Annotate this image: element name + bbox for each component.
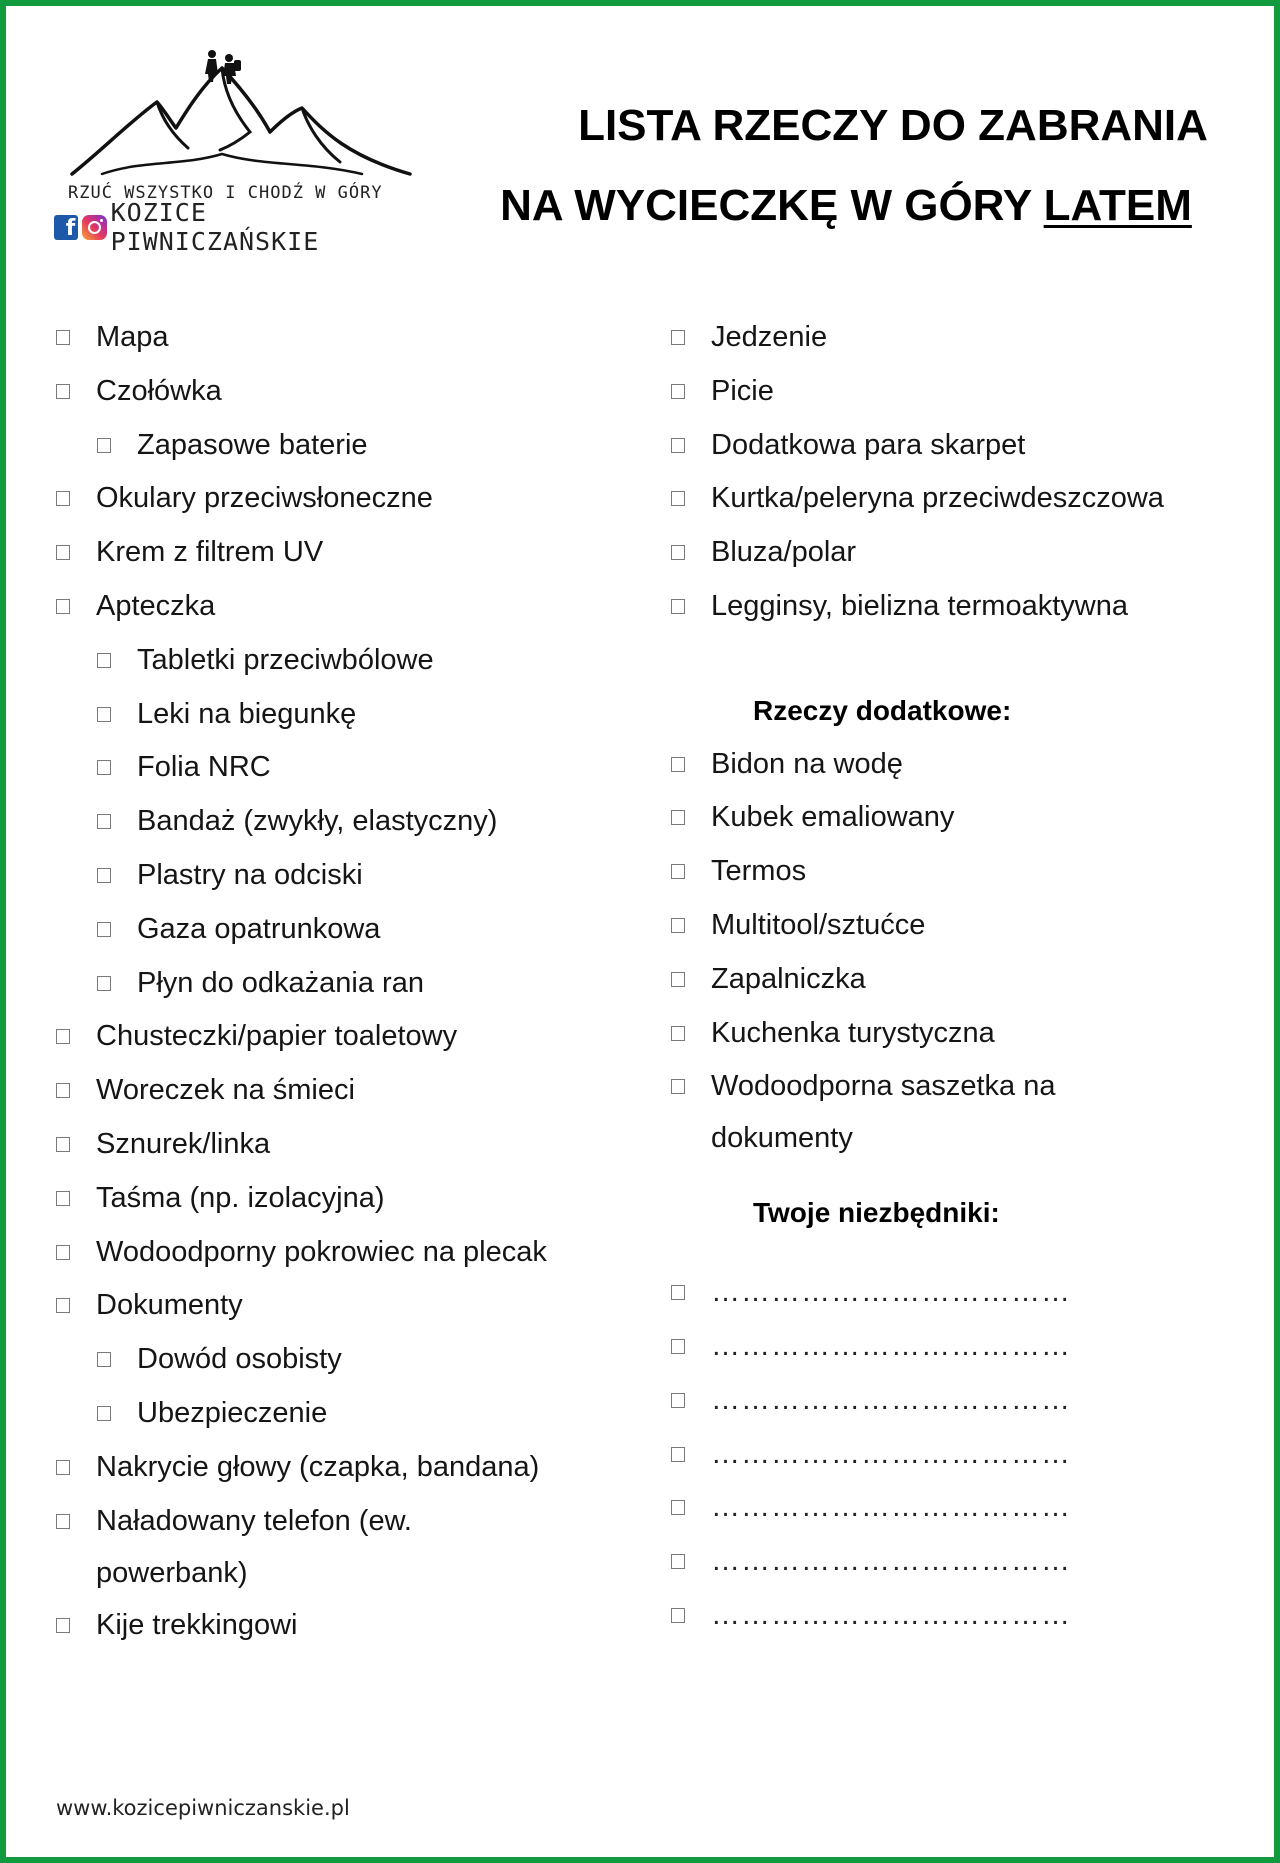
- checkbox[interactable]: [56, 1298, 70, 1313]
- checkbox[interactable]: [671, 1554, 685, 1569]
- list-subitem: [56, 795, 616, 849]
- list-item: [671, 1007, 1251, 1061]
- list-subitem: [56, 1333, 616, 1387]
- list-item: [56, 311, 616, 365]
- checkbox[interactable]: [97, 1352, 111, 1367]
- blank-entry[interactable]: [671, 1481, 1251, 1535]
- checkbox[interactable]: [56, 1191, 70, 1206]
- checkbox[interactable]: [56, 1137, 70, 1152]
- right-checklist: [671, 311, 1251, 1643]
- list-subitem: [56, 634, 616, 688]
- checkbox[interactable]: [671, 1285, 685, 1300]
- item-label: Okulary przeciwsłoneczne: [96, 482, 433, 515]
- list-item: [56, 1279, 616, 1333]
- item-label: Taśma (np. izolacyjna): [96, 1181, 385, 1214]
- item-label: Chusteczki/papier toaletowy: [96, 1020, 458, 1053]
- list-item: [671, 419, 1251, 473]
- list-item: [671, 738, 1251, 792]
- list-item: [671, 580, 1251, 634]
- list-item: [56, 365, 616, 419]
- item-label: Apteczka: [96, 589, 216, 622]
- checkbox[interactable]: [671, 972, 685, 987]
- checkbox[interactable]: [56, 545, 70, 560]
- checkbox[interactable]: [97, 976, 111, 991]
- list-subitem: [56, 957, 616, 1011]
- item-label: Bidon na wodę: [711, 747, 903, 780]
- item-label: Bluza/polar: [711, 536, 857, 569]
- list-item: [56, 1064, 616, 1118]
- blank-entry[interactable]: [671, 1589, 1251, 1643]
- item-label: Kurtka/peleryna przeciwdeszczowa: [711, 482, 1164, 515]
- checkbox[interactable]: [56, 1514, 70, 1529]
- item-label: Jedzenie: [711, 321, 828, 353]
- list-item: [56, 1495, 466, 1599]
- checkbox[interactable]: [56, 330, 70, 345]
- list-item: [671, 899, 1251, 953]
- checkbox[interactable]: [671, 599, 685, 614]
- item-label: Krem z filtrem UV: [96, 536, 324, 569]
- list-item: [56, 1599, 616, 1653]
- item-label: Naładowany telefon (ew. powerbank): [96, 1504, 412, 1589]
- instagram-icon[interactable]: [82, 215, 106, 240]
- checkbox[interactable]: [671, 384, 685, 399]
- item-label: Wodoodporna saszetka na dokumenty: [711, 1070, 1056, 1155]
- item-label: Plastry na odciski: [137, 858, 363, 891]
- logo: [50, 50, 422, 256]
- footer-url[interactable]: www.kozicepiwniczanskie.pl: [56, 1796, 350, 1820]
- checkbox[interactable]: [97, 760, 111, 775]
- spacer: [671, 1240, 1251, 1266]
- logo-social: [54, 198, 422, 256]
- list-item: [56, 526, 616, 580]
- title-season: LATEM: [1043, 181, 1192, 230]
- item-label: Zapalniczka: [711, 962, 866, 995]
- item-label: Termos: [711, 855, 807, 888]
- checkbox[interactable]: [671, 864, 685, 879]
- checkbox[interactable]: [671, 1608, 685, 1623]
- item-label: Bandaż (zwykły, elastyczny): [137, 805, 498, 838]
- item-label: Nakrycie głowy (czapka, bandana): [96, 1450, 540, 1483]
- title-line-1: LISTA RZECZY DO ZABRANIA: [578, 101, 1208, 150]
- checkbox[interactable]: [671, 438, 685, 453]
- blank-line[interactable]: ………………………………: [711, 1329, 1071, 1362]
- list-item: [56, 1010, 616, 1064]
- list-item: [671, 953, 1251, 1007]
- item-label: Kije trekkingowi: [96, 1608, 298, 1641]
- checkbox[interactable]: [56, 491, 70, 506]
- list-item: [56, 472, 616, 526]
- list-subitem: [56, 849, 616, 903]
- checkbox[interactable]: [671, 545, 685, 560]
- logo-slogan: RZUĆ WSZYSTKO I CHODŹ W GÓRY: [68, 183, 383, 203]
- list-item: [671, 1060, 1101, 1164]
- checkbox[interactable]: [56, 1029, 70, 1044]
- list-item: [56, 1226, 616, 1280]
- item-label: Dowód osobisty: [137, 1343, 342, 1376]
- list-item: [56, 1172, 616, 1226]
- blank-line[interactable]: ………………………………: [711, 1598, 1071, 1631]
- list-item: [671, 472, 1251, 526]
- item-label: Płyn do odkażania ran: [137, 966, 424, 999]
- item-label: Wodoodporny pokrowiec na plecak: [96, 1235, 547, 1268]
- list-item: [671, 365, 1251, 419]
- item-label: Leki na biegunkę: [137, 697, 357, 730]
- checkbox[interactable]: [97, 814, 111, 829]
- item-label: Kuchenka turystyczna: [711, 1016, 995, 1049]
- spacer: [671, 634, 1251, 684]
- checkbox[interactable]: [671, 810, 685, 825]
- list-subitem: [56, 903, 616, 957]
- title-line-2-prefix: NA WYCIECZKĘ W GÓRY: [500, 181, 1044, 230]
- list-item: [671, 845, 1251, 899]
- checkbox[interactable]: [56, 1460, 70, 1475]
- list-item: [56, 1118, 616, 1172]
- checkbox[interactable]: [56, 1245, 70, 1260]
- checkbox[interactable]: [97, 868, 111, 883]
- own-items-heading: Twoje niezbędniki:: [753, 1197, 1000, 1229]
- list-item: [671, 311, 1251, 365]
- extras-heading: Rzeczy dodatkowe:: [753, 694, 1012, 726]
- checkbox[interactable]: [671, 1447, 685, 1462]
- blank-line[interactable]: ………………………………: [711, 1545, 1071, 1578]
- spacer: [671, 1164, 1251, 1186]
- list-item: [56, 580, 616, 634]
- checkbox[interactable]: [671, 1026, 685, 1041]
- list-subitem: [56, 1387, 616, 1441]
- checkbox[interactable]: [671, 330, 685, 345]
- checkbox[interactable]: [97, 438, 111, 453]
- item-label: Picie: [711, 374, 774, 407]
- title-line-2: [500, 181, 1192, 230]
- checkbox[interactable]: [671, 1500, 685, 1515]
- blank-line[interactable]: ………………………………: [711, 1383, 1071, 1416]
- blank-line[interactable]: ………………………………: [711, 1437, 1071, 1470]
- checkbox[interactable]: [56, 1083, 70, 1098]
- blank-line[interactable]: ………………………………: [711, 1276, 1071, 1309]
- item-label: Folia NRC: [137, 751, 271, 784]
- checkbox[interactable]: [56, 1618, 70, 1633]
- blank-entry[interactable]: [671, 1266, 1251, 1320]
- list-item: [56, 1441, 616, 1495]
- item-label: Gaza opatrunkowa: [137, 912, 381, 945]
- logo-brand: KOZICE PIWNICZAŃSKIE: [110, 198, 320, 256]
- checkbox[interactable]: [671, 1393, 685, 1408]
- item-label: Dokumenty: [96, 1289, 243, 1322]
- item-label: Kubek emaliowany: [711, 801, 955, 834]
- item-label: Sznurek/linka: [96, 1127, 271, 1160]
- left-checklist: [56, 311, 616, 1652]
- facebook-icon[interactable]: f: [54, 215, 78, 240]
- item-label: Czołówka: [96, 374, 222, 407]
- item-label: Dodatkowa para skarpet: [711, 428, 1026, 461]
- checkbox[interactable]: [97, 922, 111, 937]
- page-title: [446, 86, 1246, 246]
- item-label: Legginsy, bielizna termoaktywna: [711, 589, 1128, 622]
- item-label: Multitool/sztućce: [711, 908, 926, 941]
- blank-entry[interactable]: [671, 1320, 1251, 1374]
- blank-entry[interactable]: [671, 1535, 1251, 1589]
- checkbox[interactable]: [671, 491, 685, 506]
- blank-entry[interactable]: [671, 1374, 1251, 1428]
- checkbox[interactable]: [671, 918, 685, 933]
- item-label: Tabletki przeciwbólowe: [137, 643, 434, 676]
- list-subitem: [56, 741, 616, 795]
- list-item: [671, 791, 1251, 845]
- checkbox[interactable]: [671, 1079, 685, 1094]
- checkbox[interactable]: [56, 599, 70, 614]
- mountain-logo: [62, 50, 422, 185]
- blank-line[interactable]: ………………………………: [711, 1491, 1071, 1524]
- checkbox[interactable]: [97, 707, 111, 722]
- checkbox[interactable]: [671, 757, 685, 772]
- list-item: [671, 526, 1251, 580]
- item-label: Woreczek na śmieci: [96, 1074, 355, 1107]
- item-label: Zapasowe baterie: [137, 428, 368, 461]
- item-label: Ubezpieczenie: [137, 1396, 328, 1429]
- checkbox[interactable]: [671, 1339, 685, 1354]
- checkbox[interactable]: [56, 384, 70, 399]
- checkbox[interactable]: [97, 653, 111, 668]
- list-subitem: [56, 419, 616, 473]
- item-label: Mapa: [96, 321, 169, 353]
- blank-entry[interactable]: [671, 1428, 1251, 1482]
- checkbox[interactable]: [97, 1406, 111, 1421]
- list-subitem: [56, 688, 616, 742]
